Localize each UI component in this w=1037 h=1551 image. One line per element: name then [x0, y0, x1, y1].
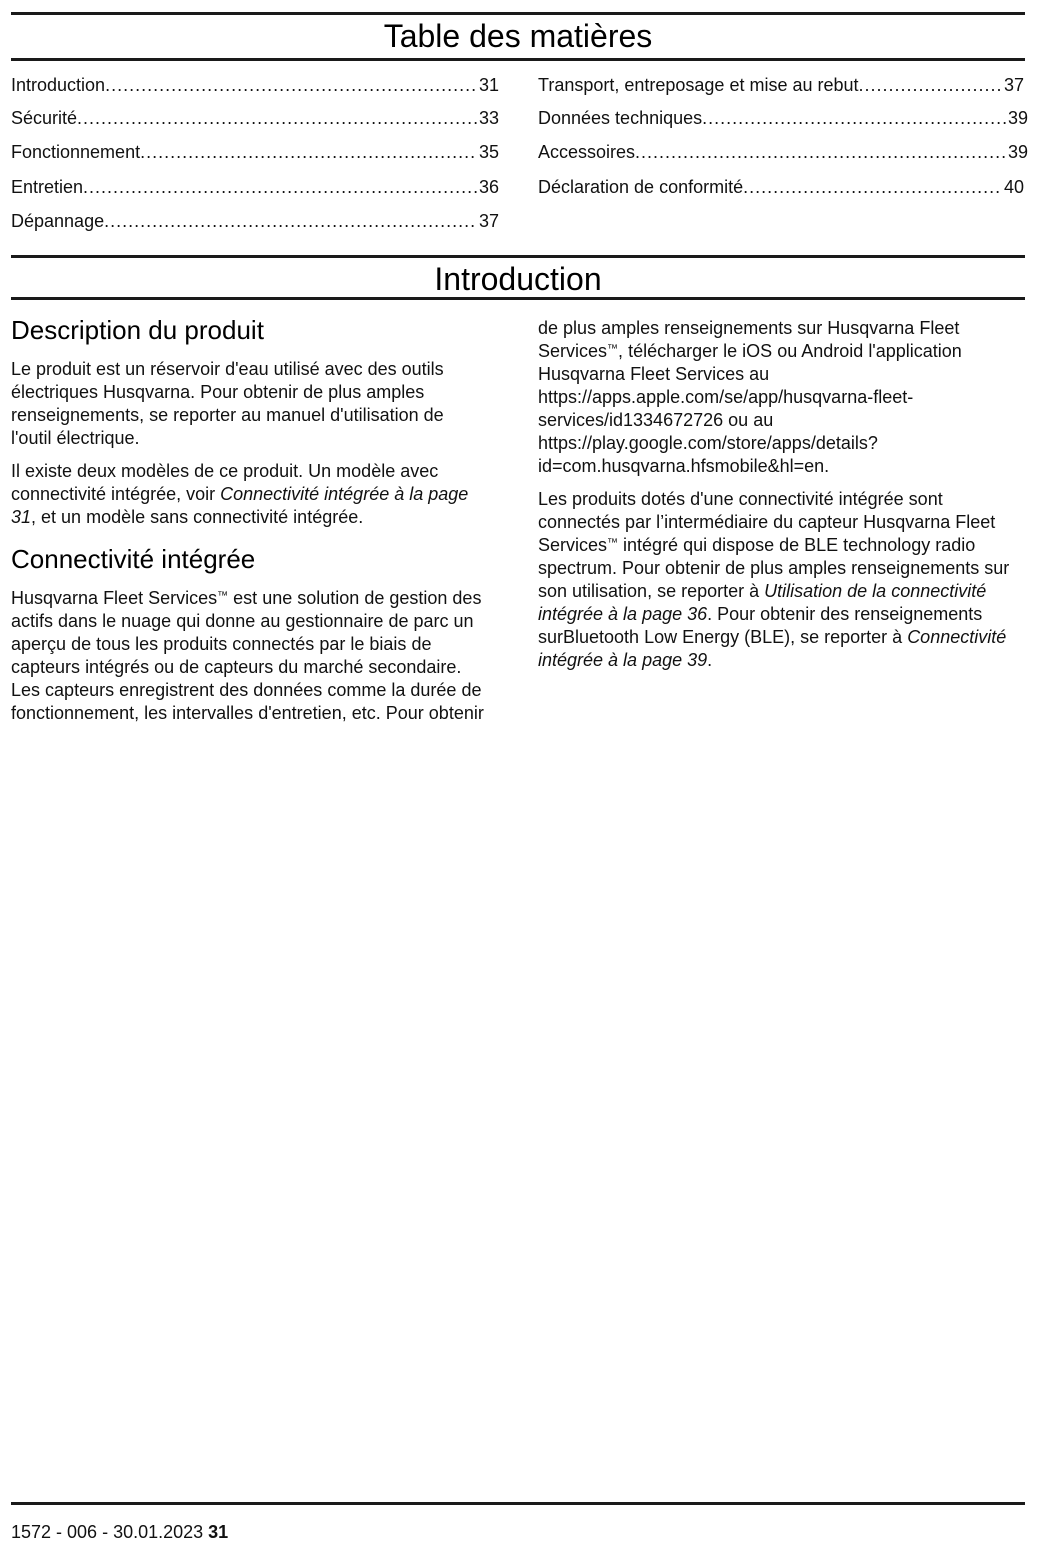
- link-connectivite-page-31[interactable]: Connectivité intégrée à la page 31: [11, 484, 469, 527]
- toc-entry-page: 39: [1007, 108, 1028, 128]
- toc-entry-page: 37: [478, 211, 499, 231]
- connectivity-heading: Connectivité intégrée: [11, 544, 256, 574]
- toc-top-rule: [11, 12, 1025, 15]
- toc-entry-securite[interactable]: [11, 107, 499, 129]
- link-utilisation-page-36[interactable]: Utilisation de la connectivité intégrée à la page 36: [538, 581, 987, 624]
- toc-entry-label: Fonctionnement: [11, 142, 141, 162]
- toc-entry-entretien[interactable]: [11, 176, 499, 198]
- toc-entry-label: Données techniques: [538, 108, 703, 128]
- toc-entry-donnees-techniques[interactable]: [538, 107, 1028, 129]
- toc-entry-depannage[interactable]: [11, 210, 499, 232]
- toc-entry-fonctionnement[interactable]: [11, 141, 499, 163]
- trademark-symbol: ™: [217, 590, 229, 602]
- trademark-symbol: ™: [607, 537, 619, 549]
- description-paragraph-2: Il existe deux modèles de ce produit. Un modèle avec connectivité intégrée, voir Connectivité intégrée à la page 31, et un modèle sans connectivité intégrée.: [11, 461, 469, 527]
- description-heading: Description du produit: [11, 315, 264, 345]
- toc-entry-declaration[interactable]: [538, 176, 1024, 198]
- footer-rule: [11, 1502, 1025, 1505]
- toc-entry-accessoires[interactable]: [538, 141, 1028, 163]
- toc-entry-label: Dépannage: [11, 211, 105, 231]
- connectivity-paragraph-2: Les produits dotés d'une connectivité intégrée sont connectés par l’intermédiaire du capteur Husqvarna Fleet Services™ intégré qui dispose de BLE technology radio spectrum. Pour obtenir de plus amples renseignements sur son utilisation, se reporter à Utilisation de la connectivité intégrée à la page 36. Pour obtenir des renseignements surBluetooth Low Energy (BLE), se reporter à Connectivité intégrée à la page 39.: [538, 489, 1010, 670]
- intro-title: Introduction: [434, 261, 602, 297]
- toc-entry-label: Sécurité: [11, 108, 78, 128]
- toc-title: Table des matières: [383, 18, 653, 54]
- right-column: [538, 317, 1022, 682]
- document-code: 1572 - 006 - 30.01.2023: [11, 1522, 204, 1542]
- connectivity-paragraph-1-continued: de plus amples renseignements sur Husqvarna Fleet Services™, télécharger le iOS ou Android l'application Husqvarna Fleet Services au https://apps.apple.com/se/app/husqvarna-fleet-services/id1334672726 ou au https://play.google.com/store/apps/details?id=com.husqvarna.hfsmobile&hl=en.: [538, 318, 962, 476]
- toc-entry-transport[interactable]: [538, 74, 1024, 96]
- toc-entry-label: Transport, entreposage et mise au rebut: [538, 75, 859, 95]
- toc-entry-label: Entretien: [11, 177, 84, 197]
- toc-entry-page: 39: [1007, 142, 1028, 162]
- page-number: 31: [208, 1522, 229, 1542]
- toc-entry-page: 36: [478, 177, 499, 197]
- toc-entry-label: Déclaration de conformité: [538, 177, 744, 197]
- trademark-symbol: ™: [607, 343, 619, 355]
- toc-entry-label: Accessoires: [538, 142, 636, 162]
- description-paragraph-1: Le produit est un réservoir d'eau utilisé avec des outils électriques Husqvarna. Pour obtenir de plus amples renseignements, se reporter au manuel d'utilisation de l'outil électrique.: [11, 359, 444, 448]
- toc-entry-page: 40: [1003, 177, 1024, 197]
- toc-entry-page: 37: [1003, 75, 1024, 95]
- toc-entry-label: Introduction: [11, 75, 106, 95]
- toc-title-rule: [11, 58, 1025, 61]
- toc-entry-page: 31: [478, 75, 499, 95]
- connectivity-paragraph-1: Husqvarna Fleet Services™ est une solution de gestion des actifs dans le nuage qui donne au gestionnaire de parc un aperçu de tous les produits connectés par le biais de capteurs intégrés ou de capteurs du marché secondaire. Les capteurs enregistrent des données comme la durée de fonctionnement, les intervalles d'entretien, etc. Pour obtenir: [11, 588, 484, 723]
- link-connectivite-page-39[interactable]: Connectivité intégrée à la page 39: [538, 627, 1007, 670]
- footer: [11, 1521, 228, 1543]
- intro-title-rule: [11, 297, 1025, 300]
- intro-top-rule: [11, 255, 1025, 258]
- left-column: [11, 314, 489, 725]
- toc-entry-page: 35: [478, 142, 499, 162]
- toc-entry-page: 33: [478, 108, 499, 128]
- toc-entry-introduction[interactable]: [11, 74, 499, 96]
